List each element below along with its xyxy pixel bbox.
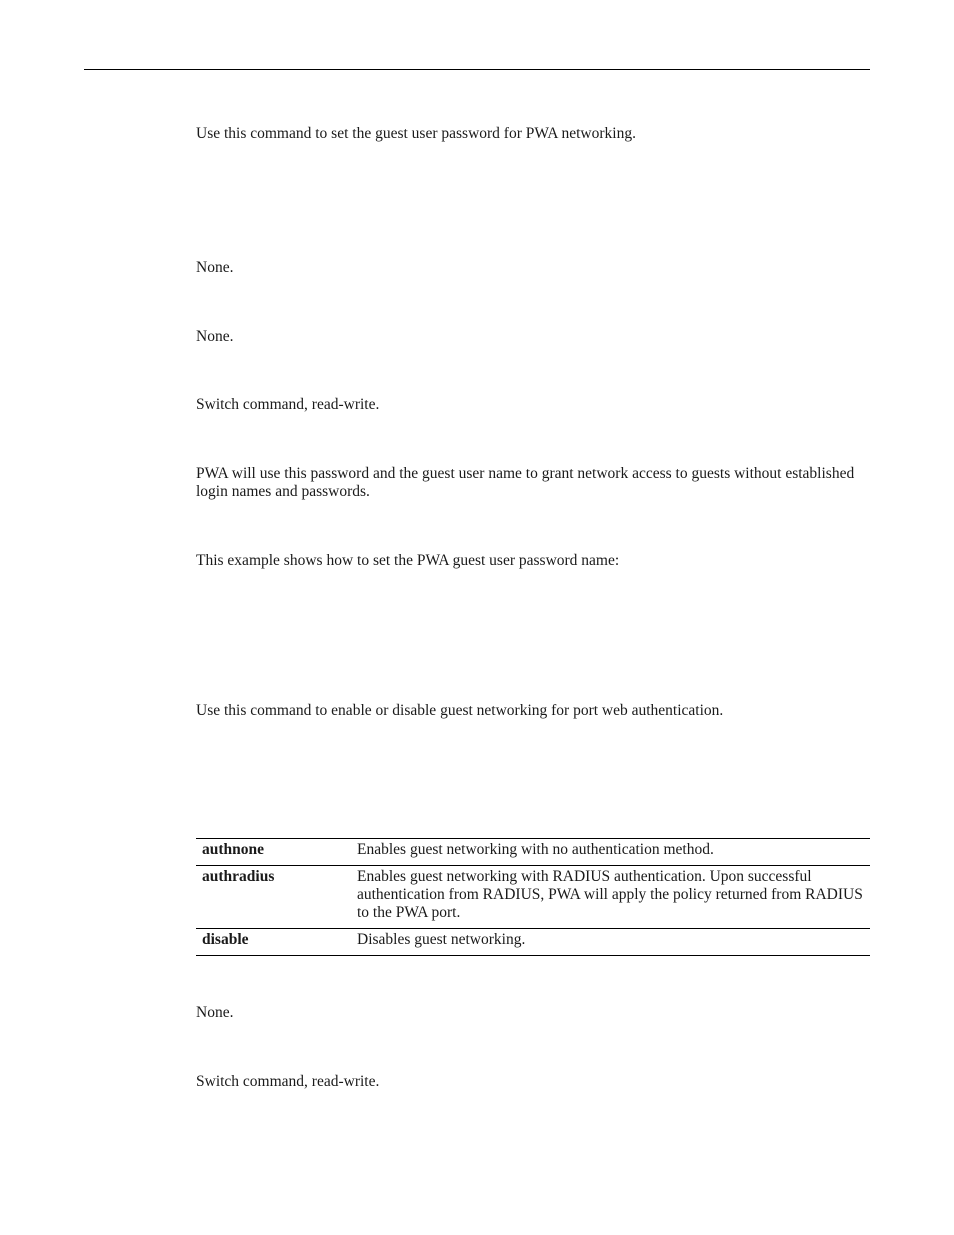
description-text-2: Use this command to enable or disable guest networking for port web authentication. [196,702,724,719]
table-row [196,866,870,929]
parameters-table [196,838,870,956]
parameters-text: None. [196,259,234,276]
defaults-text: None. [196,328,234,345]
param-name: disable [196,929,351,956]
example-text: This example shows how to set the PWA guest user password name: [196,552,620,569]
header-rule [84,69,870,70]
param-description: Enables guest networking with RADIUS authentication. Upon successful authentication from RADIUS, PWA will apply the policy returned from RADIUS to the PWA port. [351,866,870,929]
mode-text-2: Switch command, read-write. [196,1073,380,1090]
defaults-text-2: None. [196,1004,234,1021]
description-text: Use this command to set the guest user password for PWA networking. [196,125,636,142]
param-name: authnone [196,839,351,866]
table-row [196,929,870,956]
param-description: Disables guest networking. [351,929,870,956]
param-name: authradius [196,866,351,929]
usage-text: PWA will use this password and the guest user name to grant network access to guests without established login names and passwords. [196,465,855,500]
mode-text: Switch command, read-write. [196,396,380,413]
table-row [196,839,870,866]
param-description: Enables guest networking with no authentication method. [351,839,870,866]
